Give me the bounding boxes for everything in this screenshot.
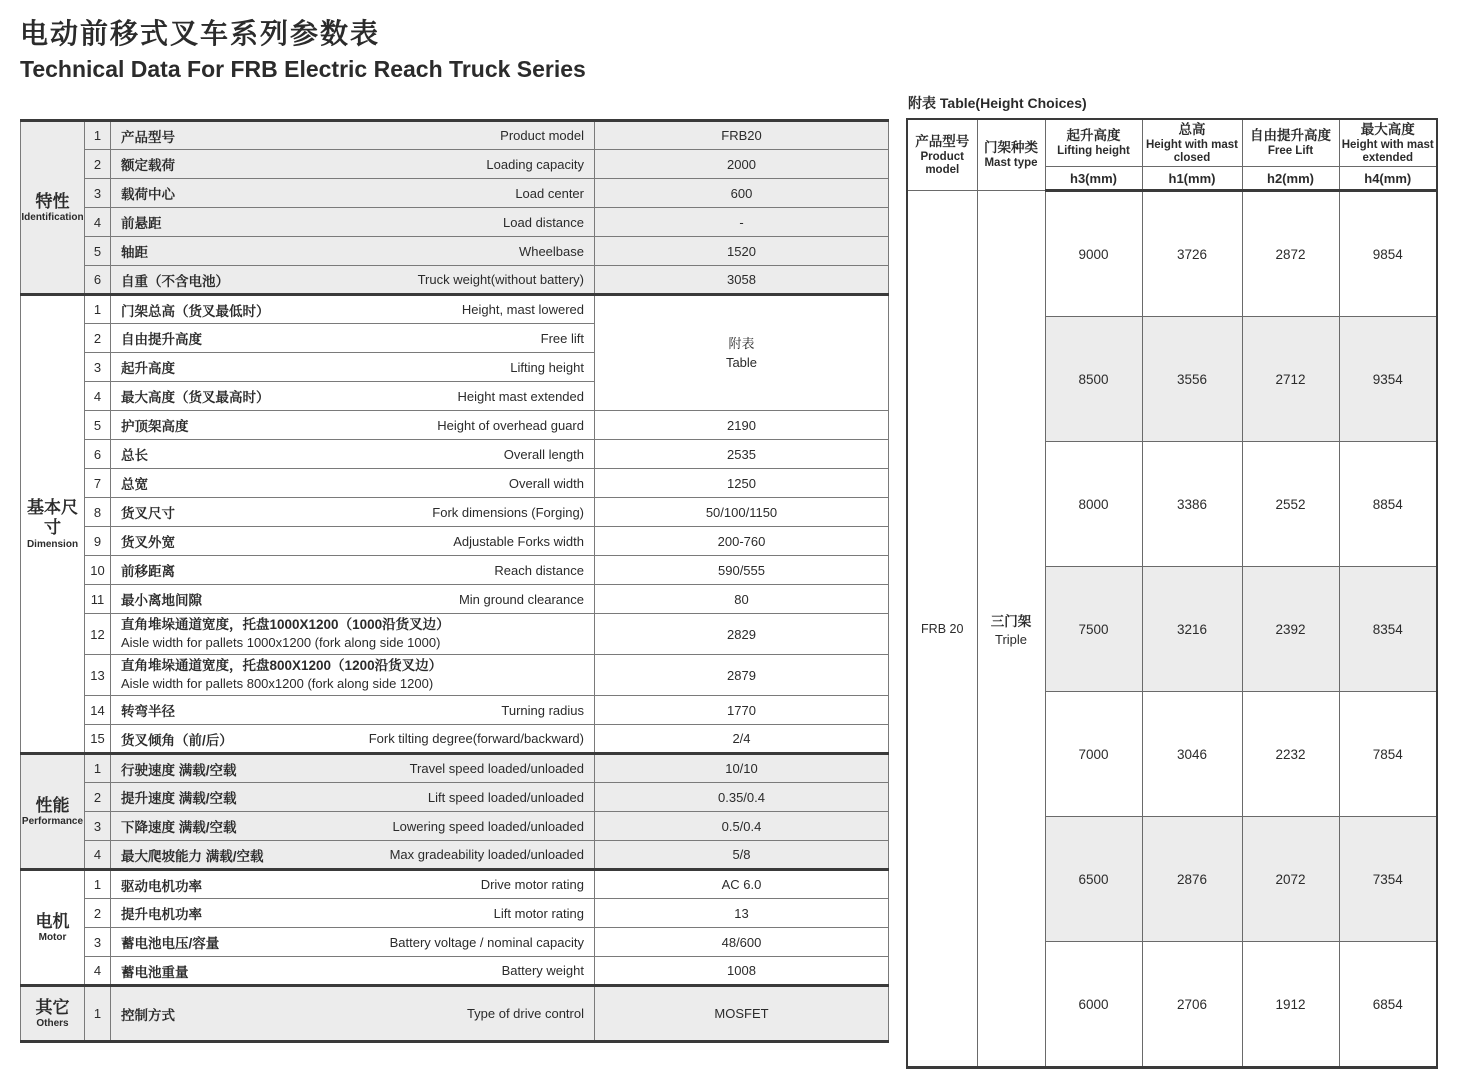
row-number: 4 [85,841,111,870]
table-row [21,295,889,324]
row-number: 1 [85,121,111,150]
row-label [111,899,595,928]
row-label-zh: 转弯半径 [121,704,175,719]
row-label-en: Product model [500,128,584,143]
row-label [111,498,595,527]
row-label-zh: 控制方式 [121,1007,175,1023]
row-label-zh: 货叉倾角（前/后） [121,732,233,748]
row-label [111,928,595,957]
column-header-en: Lifting height [1057,145,1130,158]
row-label-zh: 起升高度 [121,361,175,376]
section-label-en: Performance [21,816,84,828]
table-row [21,266,889,295]
row-label-zh: 直角堆垛通道宽度，托盘800X1200（1200沿货叉边） [121,658,443,674]
row-label [111,237,595,266]
row-label [111,614,595,655]
row-label [111,527,595,556]
row-value: FRB20 [595,121,889,150]
row-label-en: Lowering speed loaded/unloaded [392,818,584,834]
row-label [111,783,595,812]
row-label-zh: 下降速度 满载/空载 [121,820,237,835]
row-label [111,295,595,324]
row-number: 9 [85,527,111,556]
table-row [21,237,889,266]
table-row [21,556,889,585]
row-number: 11 [85,585,111,614]
row-label-en: Aisle width for pallets 800x1200 (fork along side 1200) [121,676,434,692]
row-label-zh: 门架总高（货叉最低时） [121,303,270,319]
height-value-cell: 6500 [1045,817,1142,942]
height-value-cell: 3726 [1142,191,1242,317]
height-value-cell: 2072 [1242,817,1339,942]
height-row [907,191,1437,317]
table-row [21,121,889,150]
column-header-en: Product model [920,150,964,176]
row-label-en: Adjustable Forks width [453,533,584,549]
row-label-zh: 产品型号 [121,129,175,145]
row-label-en: Loading capacity [486,156,584,172]
row-number: 2 [85,899,111,928]
row-label-zh: 驱动电机功率 [121,878,202,894]
column-header-en: Free Lift [1267,145,1314,158]
table-row [21,754,889,783]
column-header-en: Mast type [984,157,1038,170]
row-value: 590/555 [595,556,889,585]
row-label-zh: 总长 [121,448,148,463]
height-value-cell: 2552 [1242,442,1339,567]
column-header [1045,119,1142,167]
content-area [20,93,1459,1069]
section-label-zh: 电机 [35,911,70,931]
section-label-en: Dimension [26,538,79,550]
height-value-cell: 9854 [1339,191,1437,317]
row-label-en: Fork tilting degree(forward/backward) [368,731,584,746]
row-label [111,986,595,1042]
column-header-zh: 最大高度 [1360,121,1415,137]
table-row [21,841,889,870]
row-label-en: Travel speed loaded/unloaded [409,761,584,776]
section-label-zh: 性能 [35,795,70,815]
row-value: 0.5/0.4 [595,812,889,841]
height-value-cell: 7854 [1339,692,1437,817]
column-header-zh: 起升高度 [1066,128,1121,144]
table-row [21,986,889,1042]
column-header-en: Height with mast extended [1341,138,1434,164]
row-value: 50/100/1150 [595,498,889,527]
section-label [21,870,85,986]
row-label-en: Truck weight(without battery) [417,272,584,287]
table-row [21,440,889,469]
row-number: 2 [85,783,111,812]
section-label-zh: 特性 [35,191,70,211]
row-label-en: Lifting height [510,359,584,375]
row-number: 1 [85,870,111,899]
row-number: 5 [85,411,111,440]
section-label [21,121,85,295]
row-label [111,957,595,986]
mast-type-zh: 三门架 [990,614,1032,629]
mast-type-cell [977,191,1045,1068]
row-number: 12 [85,614,111,655]
section-label-en: Identification [21,212,84,224]
row-label-en: Height mast extended [457,388,584,404]
section-label [21,986,85,1042]
height-value-cell: 2712 [1242,317,1339,442]
section-label [21,295,85,754]
page-title-en: Technical Data For FRB Electric Reach Truck Series [20,56,586,82]
row-value: MOSFET [595,986,889,1042]
row-label-en: Load distance [503,214,584,230]
row-value: 2000 [595,150,889,179]
header-row-main [907,119,1437,167]
height-value-cell: 8354 [1339,567,1437,692]
table-row [21,614,889,655]
row-value: 1520 [595,237,889,266]
row-label [111,382,595,411]
table-row [21,870,889,899]
row-label-zh: 轴距 [121,245,148,260]
row-number: 6 [85,266,111,295]
row-number: 7 [85,469,111,498]
row-number: 3 [85,812,111,841]
row-label-en: Battery voltage / nominal capacity [389,934,584,950]
section-label-en: Others [36,1018,69,1030]
row-label-en: Fork dimensions (Forging) [432,504,584,520]
row-value: 2/4 [595,725,889,754]
table-row [21,527,889,556]
table-row [21,498,889,527]
spec-table-wrap [20,93,889,1043]
table-row [21,783,889,812]
row-value: 2190 [595,411,889,440]
row-label-en: Lift speed loaded/unloaded [427,789,584,805]
row-label-zh: 最大爬坡能力 满载/空载 [121,848,264,864]
row-label-en: Reach distance [494,562,584,578]
row-value: 2829 [595,614,889,655]
row-label-en: Turning radius [501,702,584,718]
row-label [111,150,595,179]
height-value-cell: 8000 [1045,442,1142,567]
row-label-zh: 载荷中心 [121,187,175,202]
height-value-cell: 8500 [1045,317,1142,442]
section-label-zh: 其它 [35,997,70,1017]
row-label-en: Height of overhead guard [437,417,584,433]
spec-table [20,119,889,1043]
column-header [1242,119,1339,167]
row-label [111,655,595,696]
row-number: 13 [85,655,111,696]
row-label-en: Height, mast lowered [461,302,584,317]
column-header-zh: 产品型号 [915,133,970,149]
row-label-zh: 自由提升高度 [121,332,202,347]
height-value-cell: 2706 [1142,942,1242,1068]
row-label [111,696,595,725]
table-row [21,899,889,928]
column-header-en: Height with mast closed [1145,138,1238,164]
row-value: 1770 [595,696,889,725]
row-number: 2 [85,150,111,179]
row-number: 3 [85,179,111,208]
row-number: 8 [85,498,111,527]
row-number: 14 [85,696,111,725]
row-number: 1 [85,754,111,783]
row-label [111,812,595,841]
height-value-cell: 3216 [1142,567,1242,692]
row-label-zh: 货叉尺寸 [121,506,175,521]
row-number: 1 [85,986,111,1042]
row-number: 4 [85,957,111,986]
row-label-zh: 行驶速度 满载/空载 [121,762,237,778]
row-label-en: Wheelbase [518,243,584,259]
row-label [111,208,595,237]
section-label-zh: 基本尺寸 [27,498,78,537]
row-label [111,725,595,754]
row-number: 10 [85,556,111,585]
row-value: 5/8 [595,841,889,870]
column-header [1339,119,1437,167]
row-label [111,556,595,585]
row-label-en: Min ground clearance [458,591,584,607]
row-label [111,353,595,382]
row-label-zh: 护顶架高度 [121,419,189,434]
height-value-cell: 3556 [1142,317,1242,442]
height-value-cell: 3386 [1142,442,1242,567]
row-label-en: Type of drive control [466,1006,584,1021]
height-value-cell: 2392 [1242,567,1339,692]
section-label [21,754,85,870]
row-value: 0.35/0.4 [595,783,889,812]
table-row [21,469,889,498]
height-value-cell: 9354 [1339,317,1437,442]
row-value: 200-760 [595,527,889,556]
row-value: AC 6.0 [595,870,889,899]
table-row [21,655,889,696]
mast-type-en: Triple [994,632,1028,647]
column-header [1142,119,1242,167]
height-value-cell: 7500 [1045,567,1142,692]
height-value-cell: 6854 [1339,942,1437,1068]
height-value-cell: 1912 [1242,942,1339,1068]
height-value-cell: 2872 [1242,191,1339,317]
row-value: 10/10 [595,754,889,783]
column-subheader: h2(mm) [1242,167,1339,191]
table-row [21,411,889,440]
row-label-en: Lift motor rating [493,905,584,921]
height-value-cell: 3046 [1142,692,1242,817]
row-label [111,841,595,870]
row-number: 4 [85,208,111,237]
row-label-zh: 自重（不含电池） [121,273,229,289]
row-label-en: Aisle width for pallets 1000x1200 (fork along side 1000) [121,635,441,651]
table-row [21,208,889,237]
row-label [111,469,595,498]
table-row [21,812,889,841]
height-table-wrap [906,93,1438,1069]
row-number: 15 [85,725,111,754]
column-header-zh: 总高 [1178,121,1206,137]
row-value: 80 [595,585,889,614]
row-number: 6 [85,440,111,469]
column-subheader: h4(mm) [1339,167,1437,191]
column-subheader: h3(mm) [1045,167,1142,191]
row-label-en: Overall length [503,446,584,462]
table-row [21,725,889,754]
column-subheader: h1(mm) [1142,167,1242,191]
height-value-cell: 9000 [1045,191,1142,317]
height-value-cell: 2876 [1142,817,1242,942]
row-label-zh: 最小离地间隙 [121,593,202,608]
row-label-en: Overall width [508,475,584,491]
row-label-zh: 蓄电池电压/容量 [121,936,220,951]
row-number: 5 [85,237,111,266]
row-value: 48/600 [595,928,889,957]
row-label-en: Free lift [540,330,584,346]
row-number: 1 [85,295,111,324]
row-label [111,179,595,208]
column-header-zh: 自由提升高度 [1250,128,1331,144]
table-row [21,179,889,208]
row-label [111,324,595,353]
table-row [21,928,889,957]
row-value: 附表 Table [595,295,889,411]
height-value-cell: 8854 [1339,442,1437,567]
row-value: 2535 [595,440,889,469]
row-label-zh: 蓄电池重量 [121,964,189,980]
row-value: 13 [595,899,889,928]
row-label-zh: 最大高度（货叉最高时） [121,390,270,405]
column-header-zh: 门架种类 [984,140,1038,156]
row-label-zh: 直角堆垛通道宽度，托盘1000X1200（1000沿货叉边） [121,617,450,633]
row-label-zh: 提升速度 满载/空载 [121,791,237,806]
column-header [907,119,977,191]
table-row [21,696,889,725]
row-number: 3 [85,928,111,957]
page-title-zh: 电动前移式叉车系列参数表 [20,18,381,49]
row-value: 3058 [595,266,889,295]
height-table [906,118,1438,1069]
row-label-zh: 前移距离 [121,564,175,579]
row-label [111,870,595,899]
table-row [21,585,889,614]
height-table-note: 附表 Table(Height Choices) [908,95,1087,111]
row-label-en: Max gradeability loaded/unloaded [389,847,584,862]
height-value-cell: 7000 [1045,692,1142,817]
row-label [111,411,595,440]
height-value-cell: 2232 [1242,692,1339,817]
row-label-en: Load center [515,185,584,201]
row-label [111,266,595,295]
row-label-en: Drive motor rating [480,877,584,892]
row-label [111,121,595,150]
row-number: 2 [85,324,111,353]
column-header [977,119,1045,191]
row-label-zh: 总宽 [121,477,148,492]
row-number: 3 [85,353,111,382]
row-label [111,754,595,783]
row-label [111,440,595,469]
row-number: 4 [85,382,111,411]
row-value: 1250 [595,469,889,498]
row-value: 1008 [595,957,889,986]
row-label-zh: 前悬距 [121,216,162,231]
table-row [21,150,889,179]
height-value-cell: 6000 [1045,942,1142,1068]
row-value: 600 [595,179,889,208]
row-label [111,585,595,614]
row-label-zh: 提升电机功率 [121,907,202,922]
row-label-zh: 货叉外宽 [121,535,175,550]
row-value: - [595,208,889,237]
height-value-cell: 7354 [1339,817,1437,942]
row-label-en: Battery weight [501,963,584,978]
table-row [21,957,889,986]
product-model-cell: FRB 20 [907,191,977,1068]
section-label-en: Motor [38,932,67,944]
row-value: 2879 [595,655,889,696]
row-label-zh: 额定载荷 [121,158,175,173]
